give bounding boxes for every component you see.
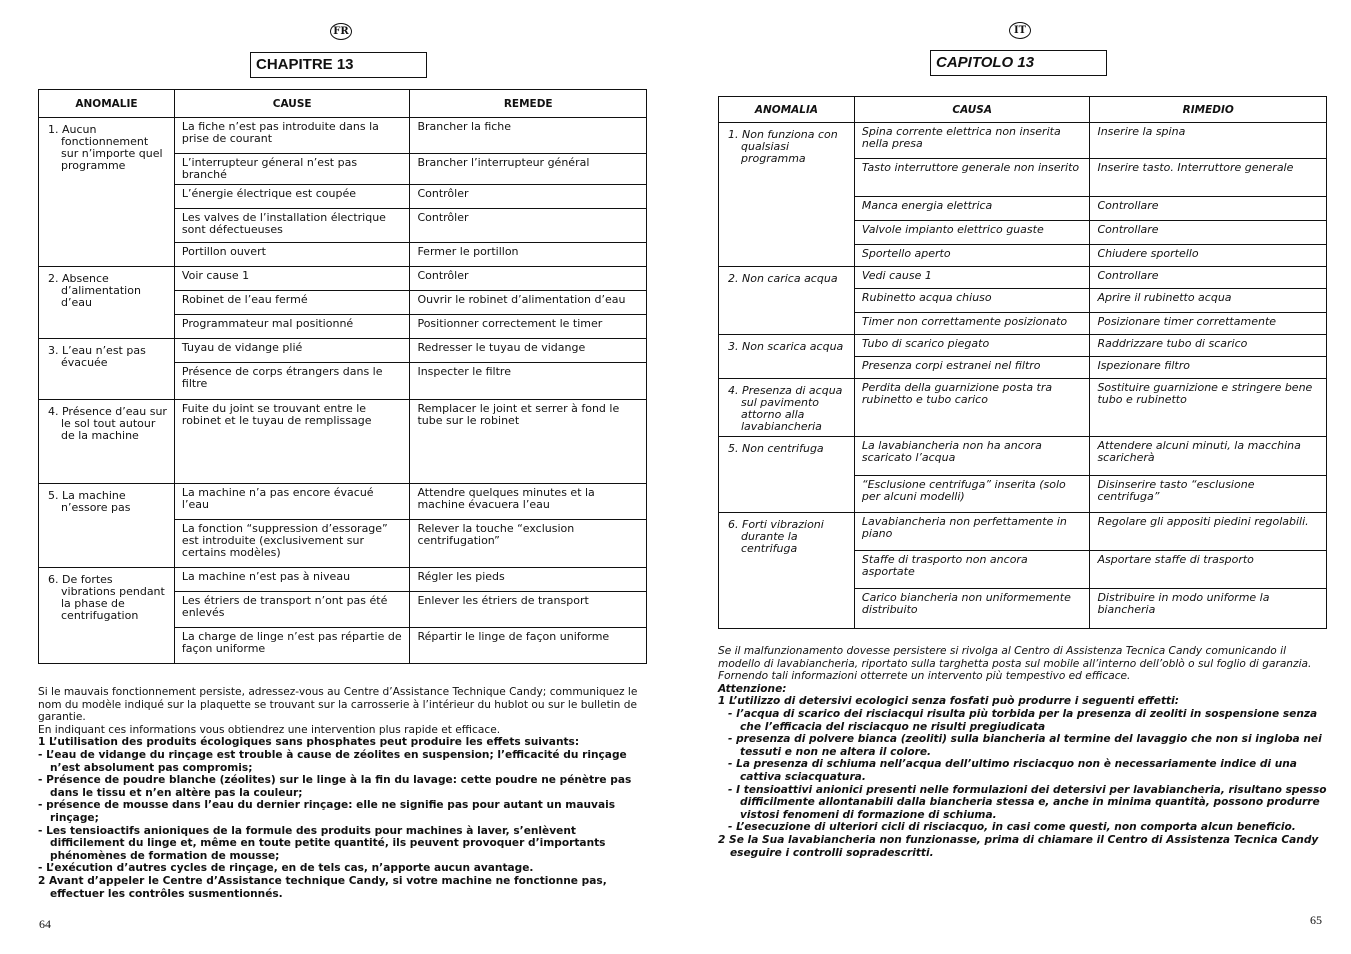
cause-cell: Les valves de l’installation électrique sont défectueuses [174,209,410,243]
remedy-cell: Controllare [1090,197,1327,221]
troubleshooting-table [38,89,647,664]
anomaly-cell [719,267,855,335]
anomaly-cell [719,123,855,267]
anomaly-text: 5. La machine n’essore pas [48,489,131,514]
header-cause: CAUSA [854,97,1090,123]
cause-cell: Tubo di scarico piegato [854,335,1090,357]
remedy-cell: Regolare gli appositi piedini regolabili. [1090,513,1327,551]
remedy-cell: Asportare staffe di trasporto [1090,551,1327,589]
table-row [719,335,1327,357]
cause-cell: Lavabiancheria non perfettamente in piano [854,513,1090,551]
remedy-cell: Attendre quelques minutes et la machine évacuera l’eau [410,484,647,520]
table-header-row [39,90,647,118]
language-badge-it: IT [1009,22,1031,39]
anomaly-text: 3. Non scarica acqua [728,340,844,353]
cause-cell: Programmateur mal positionné [174,315,410,339]
page-number: 64 [39,917,51,931]
remedy-cell: Distribuire in modo uniforme la biancheria [1090,589,1327,629]
anomaly-text: 4. Présence d’eau sur le sol tout autour de la machine [48,405,167,442]
table-row [719,437,1327,476]
remedy-cell: Ispezionare filtro [1090,357,1327,379]
cause-cell: Presenza corpi estranei nel filtro [854,357,1090,379]
note-bullet: - presenza di polvere bianca (zeoliti) sulla biancheria al termine del lavaggio che non si ingloba nei tessuti e non ne altera il colore. [728,733,1322,758]
anomaly-cell [39,400,175,484]
note-paragraph: Si le mauvais fonctionnement persiste, adressez-vous au Centre d’Assistance Technique Candy; communiquez le nom du modèle indiqué sur la plaquette se trouvant sur la carrosserie à l’intérieur du hublot ou sur le bulletin de garantie. [38,686,638,724]
note-bullet: - Les tensioactifs anioniques de la formule des produits pour machines à laver, s’enlèvent difficilement du linge et, même en toute petite quantité, ils peuvent provoquer d’importants phénomènes de formation de mousse; [38,824,606,862]
note-paragraph: Se il malfunzionamento dovesse persistere si rivolga al Centro di Assistenza Tecnica Candy comunicando il modello di lavabiancheria, riportato sulla targhetta posta sul mobile all’interno dell’oblò o sul foglio di garanzia. [718,645,1312,670]
anomaly-cell [39,118,175,267]
anomaly-text: 1. Aucun fonctionnement sur n’importe quel programme [48,123,163,172]
cause-cell: La fonction “suppression d’essorage” est introduite (exclusivement sur certains modèles) [174,520,410,568]
cause-cell: Carico biancheria non uniformemente distribuito [854,589,1090,629]
remedy-cell: Positionner correctement le timer [410,315,647,339]
anomaly-cell [39,484,175,568]
anomaly-text: 2. Absence d’alimentation d’eau [48,272,141,309]
remedy-cell: Controllare [1090,221,1327,245]
cause-cell: L’énergie électrique est coupée [174,185,410,209]
chapter-title: CAPITOLO 13 [930,50,1107,76]
anomaly-text: 6. De fortes vibrations pendant la phase de centrifugation [48,573,165,622]
table-row [39,568,647,592]
cause-cell: Manca energia elettrica [854,197,1090,221]
anomaly-cell [39,568,175,664]
header-remedy: REMEDE [410,90,647,118]
cause-cell: La machine n’a pas encore évacué l’eau [174,484,410,520]
remedy-cell: Disinserire tasto “esclusione centrifuga” [1090,476,1327,513]
troubleshooting-table [718,96,1327,629]
anomaly-cell [39,339,175,400]
cause-cell: La lavabiancheria non ha ancora scaricato l’acqua [854,437,1090,476]
table-row [39,484,647,520]
remedy-cell: Remplacer le joint et serrer à fond le tube sur le robinet [410,400,647,484]
anomaly-text: 1. Non funziona con qualsiasi programma [728,128,838,165]
remedy-cell: Controllare [1090,267,1327,289]
remedy-cell: Inserire la spina [1090,123,1327,159]
notes-section [38,686,650,900]
header-anomaly: ANOMALIA [719,97,855,123]
note-point: 1 L’utilisation des produits écologiques sans phosphates peut produire les effets suivants: [38,736,580,749]
anomaly-cell [719,437,855,513]
remedy-cell: Posizionare timer correttamente [1090,313,1327,335]
cause-cell: La machine n’est pas à niveau [174,568,410,592]
cause-cell: Spina corrente elettrica non inserita nella presa [854,123,1090,159]
cause-cell: Timer non correttamente posizionato [854,313,1090,335]
note-bullet: - L’exécution d’autres cycles de rinçage, en de tels cas, n’apporte aucun avantage. [38,862,534,875]
note-paragraph: En indiquant ces informations vous obtiendrez une intervention plus rapide et efficace. [38,723,501,736]
cause-cell: Robinet de l’eau fermé [174,291,410,315]
remedy-cell: Inserire tasto. Interruttore generale [1090,159,1327,197]
remedy-cell: Aprire il rubinetto acqua [1090,289,1327,313]
cause-cell: Tuyau de vidange plié [174,339,410,363]
table-row [719,123,1327,159]
remedy-cell: Relever la touche “exclusion centrifugation” [410,520,647,568]
table-row [719,379,1327,437]
cause-cell: Sportello aperto [854,245,1090,267]
anomaly-text: 2. Non carica acqua [728,272,838,285]
remedy-cell: Fermer le portillon [410,243,647,267]
anomaly-cell [719,335,855,379]
note-bullet: - La presenza di schiuma nell’acqua dell’ultimo risciacquo non è necessariamente indice di una cattiva sciacquatura. [728,758,1297,783]
remedy-cell: Contrôler [410,209,647,243]
cause-cell: Portillon ouvert [174,243,410,267]
cause-cell: Voir cause 1 [174,267,410,291]
table-row [39,267,647,291]
anomaly-text: 3. L’eau n’est pas évacuée [48,344,146,369]
anomaly-cell [719,379,855,437]
remedy-cell: Chiudere sportello [1090,245,1327,267]
remedy-cell: Contrôler [410,267,647,291]
cause-cell: Valvole impianto elettrico guaste [854,221,1090,245]
header-cause: CAUSE [174,90,410,118]
note-point: 1 L’utilizzo di detersivi ecologici senza fosfati può produrre i seguenti effetti: [718,695,1179,708]
note-heading: Attenzione: [718,682,787,695]
remedy-cell: Redresser le tuyau de vidange [410,339,647,363]
note-bullet: - Présence de poudre blanche (zéolites) sur le linge à la fin du lavage: cette poudre ne pénètre pas dans le tissu et n’en altère pas la couleur; [38,774,632,799]
cause-cell: Vedi cause 1 [854,267,1090,289]
table-row [719,513,1327,551]
remedy-cell: Enlever les étriers de transport [410,592,647,628]
remedy-cell: Brancher la fiche [410,118,647,154]
remedy-cell: Raddrizzare tubo di scarico [1090,335,1327,357]
table-row [39,339,647,363]
note-bullet: - l’acqua di scarico dei risciacqui risulta più torbida per la presenza di zeoliti in sospensione senza che l’efficacia del risciacquo ne risulti pregiudicata [728,707,1318,733]
note-point: 2 Avant d’appeler le Centre d’Assistance technique Candy, si votre machine ne fonctionne pas, effectuer les contrôles susmentionnés. [38,874,607,900]
header-remedy: RIMEDIO [1090,97,1327,123]
table-row [39,118,647,154]
anomaly-cell [39,267,175,339]
cause-cell: Fuite du joint se trouvant entre le robinet et le tuyau de remplissage [174,400,410,484]
chapter-title: CHAPITRE 13 [250,52,427,78]
note-point: 2 Se la Sua lavabiancheria non funzionasse, prima di chiamare il Centro di Assistenza Tecnica Candy eseguire i controlli sopradescritti. [718,833,1319,859]
remedy-cell: Attendere alcuni minuti, la macchina scaricherà [1090,437,1327,476]
cause-cell: “Esclusione centrifuga” inserita (solo per alcuni modelli) [854,476,1090,513]
remedy-cell: Ouvrir le robinet d’alimentation d’eau [410,291,647,315]
anomaly-text: 4. Presenza di acqua sul pavimento attorno alla lavabiancheria [728,384,843,433]
language-badge-fr: FR [330,23,352,40]
note-bullet: - I tensioattivi anionici presenti nelle formulazioni dei detersivi per lavabiancheria, risultano spesso difficilmente allontanabili dalla biancheria stessa e, anche in minima quantità, possono produrre vistosi fenomeni di formazione di schiuma. [728,783,1327,821]
cause-cell: L’interrupteur géneral n’est pas branché [174,154,410,185]
note-paragraph: Fornendo tali informazioni otterrete un intervento più tempestivo ed efficace. [718,670,1131,683]
anomaly-text: 6. Forti vibrazioni durante la centrifuga [728,518,824,555]
page-right [676,0,1351,954]
page-number: 65 [1310,913,1322,927]
remedy-cell: Répartir le linge de façon uniforme [410,628,647,664]
page-left [0,0,675,954]
header-anomaly: ANOMALIE [39,90,175,118]
remedy-cell: Contrôler [410,185,647,209]
cause-cell: La charge de linge n’est pas répartie de façon uniforme [174,628,410,664]
note-bullet: - présence de mousse dans l’eau du dernier rinçage: elle ne signifie pas pour autant un mauvais rinçage; [38,799,616,824]
cause-cell: Rubinetto acqua chiuso [854,289,1090,313]
cause-cell: Présence de corps étrangers dans le filtre [174,363,410,400]
remedy-cell: Inspecter le filtre [410,363,647,400]
anomaly-text: 5. Non centrifuga [728,442,824,455]
table-row [719,267,1327,289]
notes-section [718,645,1330,859]
cause-cell: Perdita della guarnizione posta tra rubinetto e tubo carico [854,379,1090,437]
remedy-cell: Régler les pieds [410,568,647,592]
cause-cell: Staffe di trasporto non ancora asportate [854,551,1090,589]
anomaly-cell [719,513,855,629]
cause-cell: La fiche n’est pas introduite dans la prise de courant [174,118,410,154]
cause-cell: Tasto interruttore generale non inserito [854,159,1090,197]
note-bullet: - L’eau de vidange du rinçage est trouble à cause de zéolites en suspension; l’efficacité du rinçage n’est absolument pas compromis; [38,748,627,774]
remedy-cell: Sostituire guarnizione e stringere bene tubo e rubinetto [1090,379,1327,437]
cause-cell: Les étriers de transport n’ont pas été enlevés [174,592,410,628]
table-header-row [719,97,1327,123]
table-row [39,400,647,484]
note-bullet: - L’esecuzione di ulteriori cicli di risciacquo, in casi come questi, non comporta alcun beneficio. [728,821,1296,834]
remedy-cell: Brancher l’interrupteur général [410,154,647,185]
